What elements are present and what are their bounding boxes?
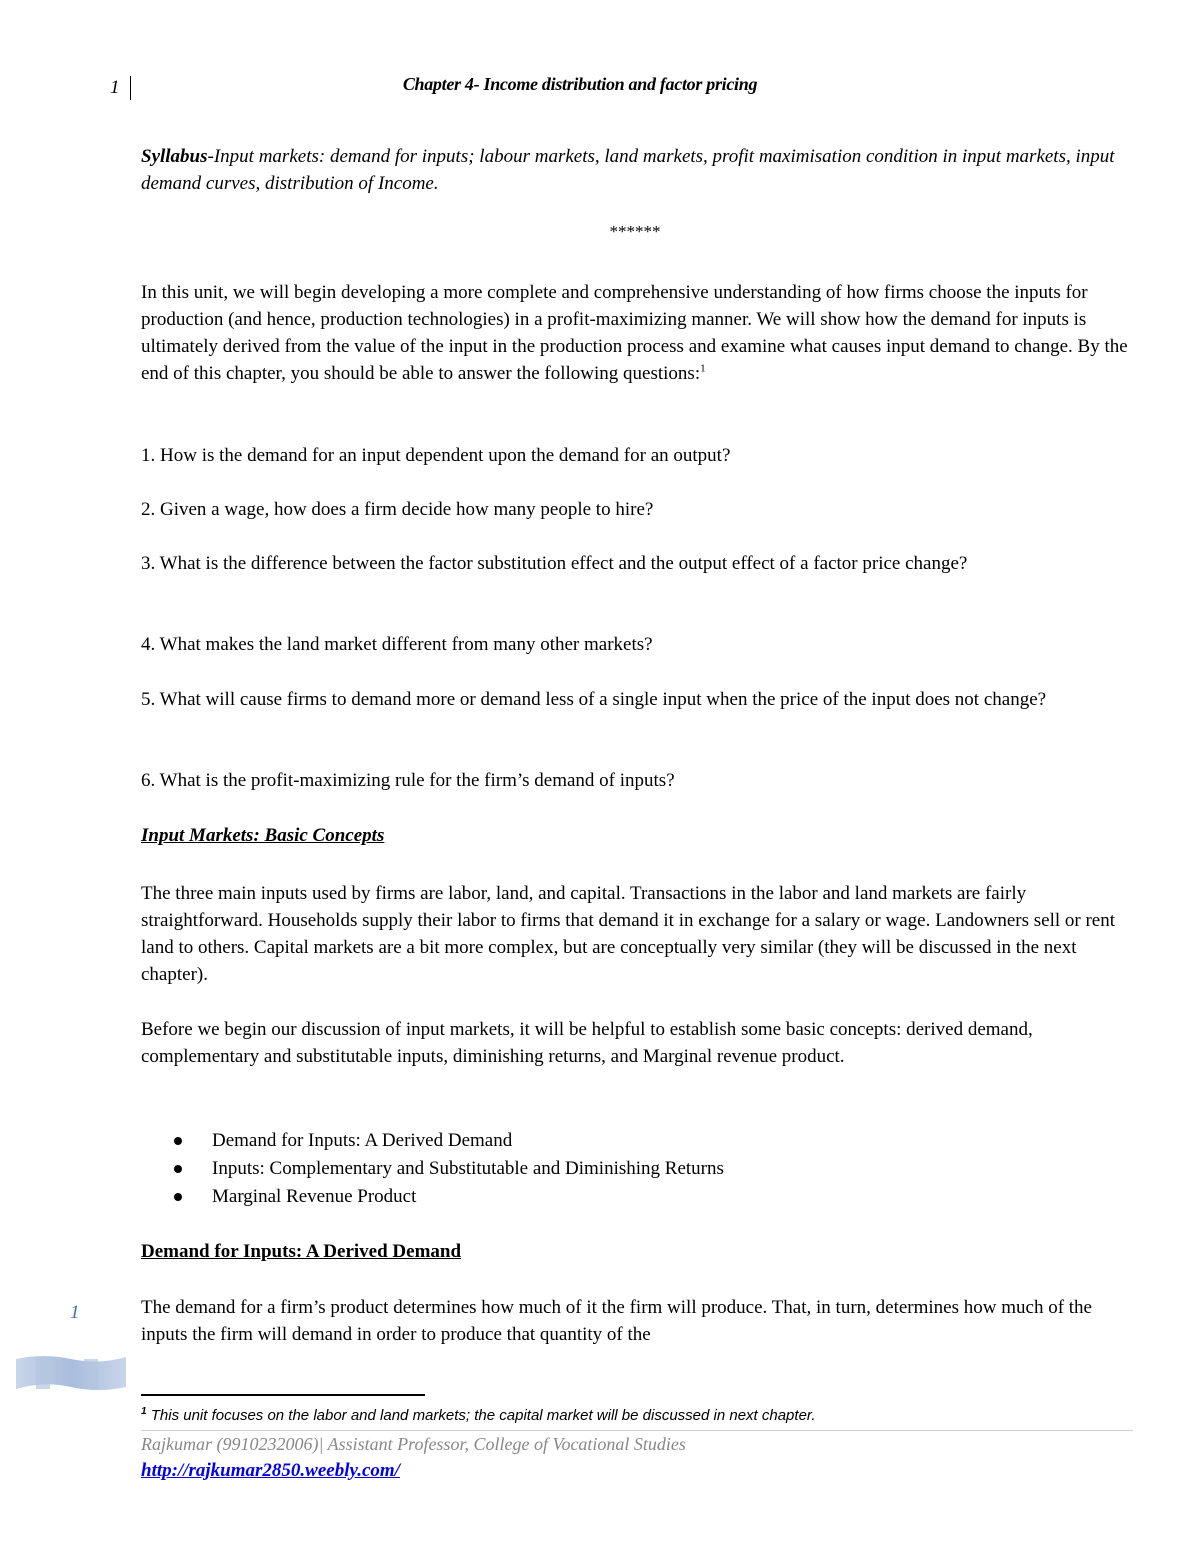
footnote-ref[interactable]: 1 (700, 362, 706, 375)
syllabus (141, 143, 1136, 197)
list-item: Demand for Inputs: A Derived Demand (160, 1127, 1060, 1155)
bullet-icon (174, 1137, 182, 1145)
header-page-number: 1 (110, 76, 131, 100)
page-banner-icon (14, 1353, 128, 1393)
question-2: 2. Given a wage, how does a firm decide how many people to hire? (141, 499, 654, 520)
syllabus-label: Syllabus (141, 146, 208, 167)
syllabus-text: -Input markets: demand for inputs; labour markets, land markets, profit maximisation condition in input markets, input demand curves, distribution of Income. (141, 146, 1115, 194)
footnote-text: This unit focuses on the labor and land markets; the capital market will be discussed in next chapter. (146, 1407, 816, 1424)
concept-list (160, 1127, 1060, 1211)
intro-paragraph (141, 279, 1136, 387)
section1-paragraph-1: The three main inputs used by firms are labor, land, and capital. Transactions in the labor and land markets are fairly straightforward. Households supply their labor to firms that demand it in exchange for a salary or wage. Landowners sell or rent land to others. Capital markets are a bit more complex, but are conceptually very similar (they will be discussed in the next chapter). (141, 883, 1116, 985)
footer-author: Rajkumar (9910232006)| Assistant Professor, College of Vocational Studies (141, 1434, 686, 1454)
side-page-number: 1 (70, 1302, 80, 1323)
intro-text: In this unit, we will begin developing a more complete and comprehensive understanding of how firms choose the inputs for production (and hence, production technologies) in a profit-maximizing manner. We will show how the demand for inputs is ultimately derived from the value of the input in the production process and examine what causes input demand to change. By the end of this chapter, you should be able to answer the following questions: (141, 282, 1128, 384)
footer-website-link[interactable]: http://rajkumar2850.weebly.com/ (141, 1460, 400, 1481)
separator: ****** (609, 222, 661, 241)
question-4: 4. What makes the land market different from many other markets? (141, 634, 653, 655)
footnote-number: 1 (141, 1406, 147, 1417)
question-5: 5. What will cause firms to demand more or demand less of a single input when the price of the input does not change? (141, 689, 1047, 710)
bullet-icon (174, 1165, 182, 1173)
page-title: Chapter 4- Income distribution and factor pricing (402, 74, 758, 94)
section-heading-derived-demand: Demand for Inputs: A Derived Demand (141, 1241, 462, 1262)
section2-paragraph-1: The demand for a firm’s product determines how much of it the firm will produce. That, in turn, determines how much of the inputs the firm will demand in order to produce that quantity of the (141, 1297, 1092, 1345)
footnote-divider (141, 1394, 425, 1396)
list-item: Inputs: Complementary and Substitutable and Diminishing Returns (160, 1155, 1060, 1183)
footnote (141, 1407, 816, 1424)
footer-divider (141, 1430, 1133, 1431)
question-1: 1. How is the demand for an input dependent upon the demand for an output? (141, 445, 731, 466)
bullet-icon (174, 1193, 182, 1201)
list-item: Marginal Revenue Product (160, 1183, 1060, 1211)
question-6: 6. What is the profit-maximizing rule for the firm’s demand of inputs? (141, 770, 675, 791)
question-3: 3. What is the difference between the factor substitution effect and the output effect of a factor price change? (141, 553, 968, 574)
section-heading-input-markets: Input Markets: Basic Concepts (141, 825, 385, 846)
section1-paragraph-2: Before we begin our discussion of input markets, it will be helpful to establish some basic concepts: derived demand, complementary and substitutable inputs, diminishing returns, and Marginal revenue product. (141, 1019, 1033, 1067)
